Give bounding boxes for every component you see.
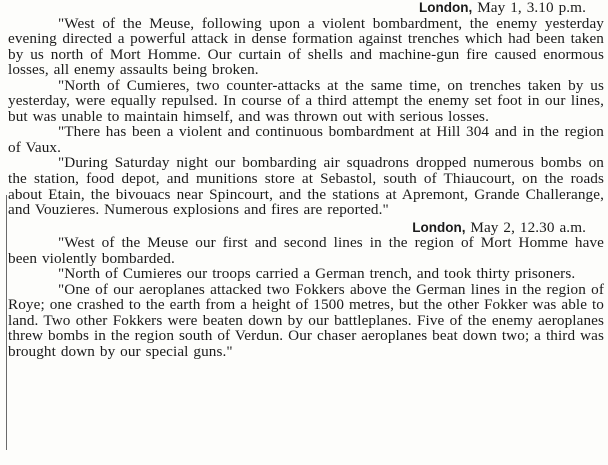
column-rule — [6, 195, 7, 450]
paragraph: "During Saturday night our bombarding air squadrons dropped numerous bombs on the station, food depot, and munitions store at Sebastol, south of Thiaucourt, on the roads about Etain, the bivouacs near Spincourt, and the stations at Apremont, Grande Challerange, and Vouzieres. Numerous explosions and fires are reported." — [8, 154, 604, 219]
paragraph: "West of the Meuse our first and second lines in the region of Mort Homme have been violently bombarded. — [8, 234, 604, 267]
paragraph: "One of our aeroplanes attacked two Fokkers above the German lines in the region of Roye; one crashed to the earth from a height of 1500 metres, but the other Fokker was able to land. Two other Fokkers were beaten down by our battleplanes. Five of the enemy aeroplanes threw bombs in the region south of Verdun. Our chaser aeroplanes beat down two; a third was brought down by our special guns." — [8, 280, 604, 361]
dateline-date: May 2, 12.30 a.m. — [470, 218, 586, 236]
dateline-place: London, — [419, 0, 473, 15]
dateline-place: London, — [412, 219, 466, 235]
dateline-date: May 1, 3.10 p.m. — [477, 0, 586, 16]
paragraph: "North of Cumieres, two counter-attacks at the same time, on trenches taken by us yesterday, were equally repulsed. In course of a third attempt the enemy set foot in our lines, but was unable to maintain himself, and was thrown out with serious losses. — [8, 76, 604, 125]
article-body — [8, 0, 604, 360]
paragraph: "There has been a violent and continuous bombardment at Hill 304 and in the region of Vaux. — [8, 123, 604, 156]
dateline-2 — [8, 220, 604, 236]
dateline-1 — [8, 0, 604, 16]
paragraph: "West of the Meuse, following upon a violent bombardment, the enemy yesterday evening directed a powerful attack in dense formation against trenches which had been taken by us north of Mort Homme. Our curtain of shells and machine-gun fire caused enormous losses, all enemy assaults being broken. — [8, 14, 604, 79]
paragraph: "North of Cumieres our troops carried a German trench, and took thirty prisoners. — [58, 265, 576, 283]
